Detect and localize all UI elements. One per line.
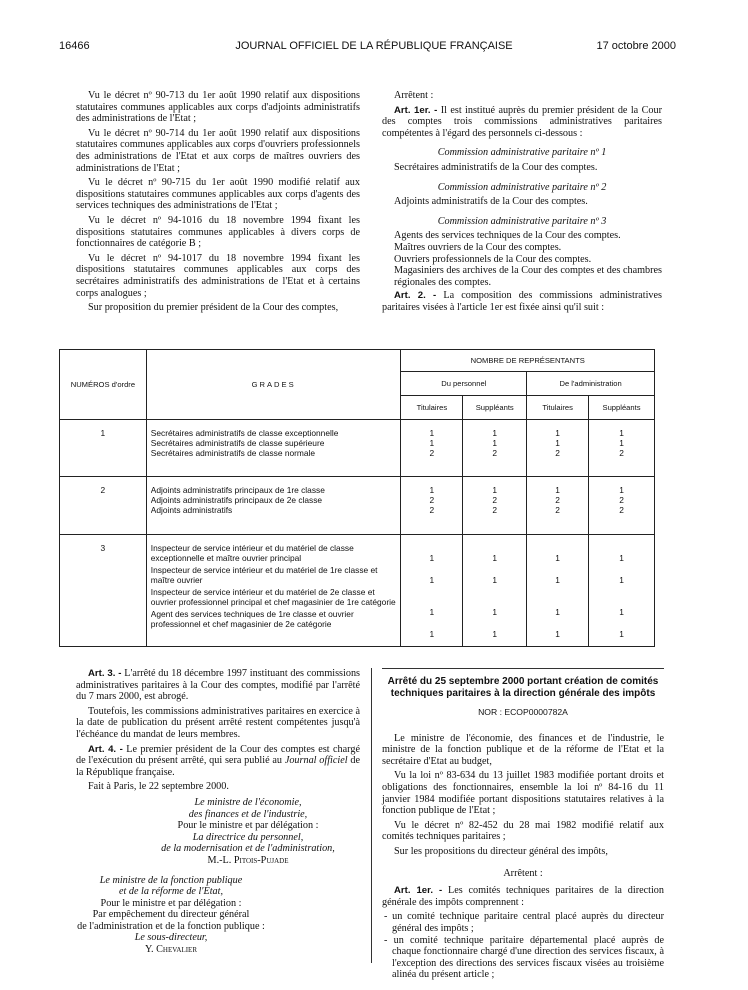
visa-paragraph: Vu le décret nº 90-713 du 1er août 1990 relatif aux dispositions statutaires communes applicables aux corps d'adjoints administratifs des administrations de l'Etat ; — [76, 90, 360, 125]
page-number: 16466 — [59, 40, 90, 52]
article-label: Art. 3. - — [88, 668, 122, 679]
right-column-bottom — [382, 676, 664, 981]
personnel-suppleants — [463, 420, 527, 477]
commission-3-title: Commission administrative paritaire nº 3 — [437, 215, 607, 227]
nor-reference: NOR : ECOP0000782A — [478, 707, 568, 717]
value: 1 — [429, 575, 435, 585]
visa-paragraph: Vu le décret nº 94-1017 du 18 novembre 1994 fixant les dispositions statutaires communes applicables aux corps des secrétaires administratifs des administrations de l'Etat et à certains corps analogues ; — [76, 252, 360, 299]
value: 1 — [492, 428, 498, 438]
article-label: Art. 2. - — [394, 290, 437, 302]
header-titulaires: Titulaires — [527, 396, 589, 420]
article-4 — [76, 744, 360, 779]
administration-titulaires — [527, 420, 589, 477]
article-text: Les comités techniques paritaires de la direction générale des impôts comprennent : — [382, 885, 664, 908]
header-personnel: Du personnel — [401, 372, 527, 396]
value: 1 — [555, 553, 560, 563]
row-number: 2 — [60, 477, 147, 535]
delegation-line: Pour le ministre et par délégation : — [100, 897, 242, 909]
table-row — [60, 420, 655, 477]
value: 2 — [429, 448, 435, 458]
header-nombre: NOMBRE DE REPRÉSENTANTS — [401, 350, 655, 372]
article-text: La composition des commissions administratives paritaires visées à l'article 1er est fixée ainsi qu'il suit : — [382, 290, 662, 313]
value: 1 — [619, 428, 624, 438]
value: 1 — [555, 438, 560, 448]
row-grades — [146, 535, 401, 647]
signature-block-1 — [76, 797, 360, 867]
signatory-title: Le sous-directeur, — [134, 932, 208, 944]
value: 1 — [619, 629, 624, 639]
right-column-top — [382, 90, 662, 317]
article-label: Art. 4. - — [88, 743, 123, 755]
left-column-top — [76, 90, 360, 317]
administration-suppleants — [589, 535, 655, 647]
empechement-line: Par empêchement du directeur général — [92, 909, 250, 921]
issue-date: 17 octobre 2000 — [596, 40, 676, 52]
value: 1 — [555, 607, 560, 617]
administration-suppleants — [589, 477, 655, 535]
journal-title: JOURNAL OFFICIEL DE LA RÉPUBLIQUE FRANÇAISE — [235, 40, 513, 52]
visa-paragraph: Vu le décret nº 90-714 du 1er août 1990 relatif aux dispositions statutaires communes applicables aux corps d'ouvriers professionnels des administrations de l'Etat et aux corps de maîtres ouvriers des administrations de l'Etat ; — [76, 127, 360, 174]
personnel-titulaires — [401, 535, 463, 647]
row-number: 3 — [60, 535, 147, 647]
value: 2 — [555, 448, 560, 458]
row-grades — [146, 477, 401, 535]
grade-name: Adjoints administratifs principaux de 2e classe — [150, 495, 323, 505]
table-row — [60, 477, 655, 535]
value: 1 — [555, 575, 560, 585]
signature-block-2 — [76, 875, 266, 956]
value: 1 — [429, 438, 435, 448]
value: 2 — [619, 448, 624, 458]
value: 2 — [429, 505, 435, 515]
signatory-title: La directrice du personnel, — [192, 831, 304, 843]
value: 1 — [492, 607, 498, 617]
arrete-title: Arrêté du 25 septembre 2000 portant création de comités techniques paritaires à la direction générale des impôts — [387, 676, 659, 699]
article-text: Le premier président de la Cour des comptes est chargé de l'exécution du présent arrêté, qui sera publié au — [76, 743, 360, 767]
preamble-paragraph: Le ministre de l'économie, des finances et de l'industrie, le ministre de la fonction publique et de la réforme de l'Etat et la secrétaire d'Etat au budget, — [382, 732, 664, 767]
value: 1 — [619, 607, 624, 617]
signatory-title: des finances et de l'industrie, — [188, 808, 308, 820]
article-1 — [382, 105, 662, 140]
signatory-title: de la modernisation et de l'administration, — [161, 843, 335, 855]
value: 2 — [555, 505, 560, 515]
article-label: Art. 1er. - — [394, 104, 438, 116]
value: 2 — [492, 495, 498, 505]
header-grades: GRADES — [146, 350, 401, 420]
value: 2 — [492, 505, 498, 515]
header-suppleants: Suppléants — [589, 396, 655, 420]
article-3 — [76, 668, 360, 703]
visa-paragraph: Vu le décret nº 94-1016 du 18 novembre 1994 fixant les dispositions statutaires communes applicables à divers corps de fonctionnaires de catégorie B ; — [76, 214, 360, 250]
value: 1 — [555, 428, 560, 438]
value: 1 — [429, 629, 435, 639]
delegation-line: Pour le ministre et par délégation : — [177, 820, 319, 832]
grade-name: Adjoints administratifs principaux de 1re classe — [150, 485, 325, 495]
commission-3-item: Ouvriers professionnels de la Cour des comptes. — [394, 253, 592, 265]
value: 1 — [492, 485, 498, 495]
representatives-table — [59, 349, 655, 647]
fait-a-paris: Fait à Paris, le 22 septembre 2000. — [88, 781, 229, 793]
value: 1 — [492, 575, 498, 585]
section-rule — [382, 668, 664, 669]
value: 1 — [619, 575, 624, 585]
value: 1 — [492, 438, 498, 448]
left-column-bottom — [76, 668, 360, 956]
article-text: L'arrêté du 18 décembre 1997 instituant des commissions administratives paritaires à la Cour des comptes, modifié par l'arrêté du 7 mars 2000, est abrogé. — [76, 668, 360, 703]
personnel-titulaires — [401, 477, 463, 535]
value: 1 — [429, 553, 435, 563]
value: 1 — [492, 629, 498, 639]
commission-3-item: Magasiniers des archives de la Cour des comptes et des chambres régionales des comptes. — [394, 265, 662, 288]
value: 2 — [555, 495, 560, 505]
grade-name: Secrétaires administratifs de classe supérieure — [150, 438, 325, 448]
visa-paragraph: Vu le décret nº 90-715 du 1er août 1990 modifié relatif aux dispositions statutaires communes applicables aux corps d'agents des services techniques des administrations de l'Etat ; — [76, 177, 360, 212]
arretent-heading: Arrêtent : — [394, 90, 434, 101]
value: 1 — [555, 485, 560, 495]
grade-name: Inspecteur de service intérieur et du matériel de classe exceptionnelle et maître ouvrier principal — [150, 543, 354, 563]
column-divider — [371, 668, 372, 963]
article-text: Il est institué auprès du premier président de la Cour des comptes trois commissions administratives paritaires compétentes à l'égard des personnels ci-dessous : — [382, 104, 662, 139]
value: 1 — [429, 428, 435, 438]
grade-name: Secrétaires administratifs de classe exceptionnelle — [150, 428, 339, 438]
administration-titulaires — [527, 477, 589, 535]
row-number: 1 — [60, 420, 147, 477]
value: 1 — [555, 629, 560, 639]
article-2 — [382, 290, 662, 313]
value: 2 — [619, 505, 624, 515]
value: 1 — [619, 485, 624, 495]
commission-2-item: Adjoints administratifs de la Cour des comptes. — [394, 196, 588, 208]
value: 1 — [619, 438, 624, 448]
committee-list — [382, 911, 664, 981]
personnel-suppleants — [463, 535, 527, 647]
value: 1 — [492, 553, 498, 563]
empechement-line: de l'administration et de la fonction publique : — [77, 920, 265, 932]
journal-officiel-ref: Journal officiel — [284, 755, 348, 767]
administration-suppleants — [589, 420, 655, 477]
visa-paragraph: Sur proposition du premier président de la Cour des comptes, — [88, 302, 339, 314]
preamble-paragraph: Vu le décret nº 82-452 du 28 mai 1982 modifié relatif aux comités techniques paritaires ; — [382, 819, 664, 843]
personnel-suppleants — [463, 477, 527, 535]
article-label: Art. 1er. - — [394, 885, 443, 897]
header-suppleants: Suppléants — [463, 396, 527, 420]
value: 2 — [619, 495, 624, 505]
grade-name: Adjoints administratifs — [150, 505, 233, 515]
grade-name: Agent des services techniques de 1re classe et ouvrier professionnel et chef magasinier de 2e catégorie — [150, 609, 354, 629]
commission-1-title: Commission administrative paritaire nº 1 — [437, 147, 607, 159]
signatory-name: Y. Chevalier — [144, 944, 198, 956]
value: 2 — [492, 448, 498, 458]
list-item: - un comité technique paritaire central placé auprès du directeur général des impôts ; — [384, 911, 664, 934]
signatory-title: Le ministre de l'économie, — [194, 796, 302, 808]
signatory-title: Le ministre de la fonction publique — [99, 874, 243, 886]
table-row — [60, 535, 655, 647]
commission-3-item: Agents des services techniques de la Cour des comptes. — [394, 230, 621, 242]
commission-3-item: Maîtres ouvriers de la Cour des comptes. — [394, 241, 562, 253]
article-text: de la République française. — [76, 755, 360, 778]
value: 1 — [429, 607, 435, 617]
personnel-titulaires — [401, 420, 463, 477]
row-grades — [146, 420, 401, 477]
value: 1 — [429, 485, 435, 495]
grade-name: Inspecteur de service intérieur et du matériel de 2e classe et ouvrier professionnel principal et chef magasinier de 1re catégorie — [150, 587, 396, 607]
signatory-title: et de la réforme de l'Etat, — [118, 886, 224, 898]
grade-name: Secrétaires administratifs de classe normale — [150, 448, 316, 458]
arretent-heading: Arrêtent : — [503, 867, 543, 879]
commission-1-item: Secrétaires administratifs de la Cour des comptes. — [394, 161, 598, 173]
list-item: - un comité technique paritaire départemental placé auprès de chaque fonctionnaire chargé d'une direction des services fiscaux, à l'exception des directions des services fiscaux visées au troisième alinéa du présent article ; — [384, 934, 664, 981]
signatory-name: M.-L. Pitois-Pujade — [207, 854, 289, 866]
commission-2-title: Commission administrative paritaire nº 2 — [437, 181, 607, 193]
value: 2 — [429, 495, 435, 505]
header-titulaires: Titulaires — [401, 396, 463, 420]
preamble-paragraph: Sur les propositions du directeur général des impôts, — [394, 845, 608, 857]
header-administration: De l'administration — [527, 372, 655, 396]
preamble-paragraph: Vu la loi nº 83-634 du 13 juillet 1983 modifiée portant droits et obligations des fonctionnaires, ensemble la loi nº 84-16 du 11 janvier 1984 modifiée portant dispositions statutaires relatives à la fonction publique de l'Etat ; — [382, 770, 664, 817]
header-numeros: NUMÉROS d'ordre — [60, 350, 147, 420]
value: 1 — [619, 553, 624, 563]
article-1 — [382, 885, 664, 908]
administration-titulaires — [527, 535, 589, 647]
grade-name: Inspecteur de service intérieur et du matériel de 1re classe et maître ouvrier — [150, 565, 378, 585]
toutefois-paragraph: Toutefois, les commissions administratives paritaires en exercice à la date de publication du présent arrêté restent compétentes jusqu'à l'échéance du mandat de leurs membres. — [76, 705, 360, 740]
